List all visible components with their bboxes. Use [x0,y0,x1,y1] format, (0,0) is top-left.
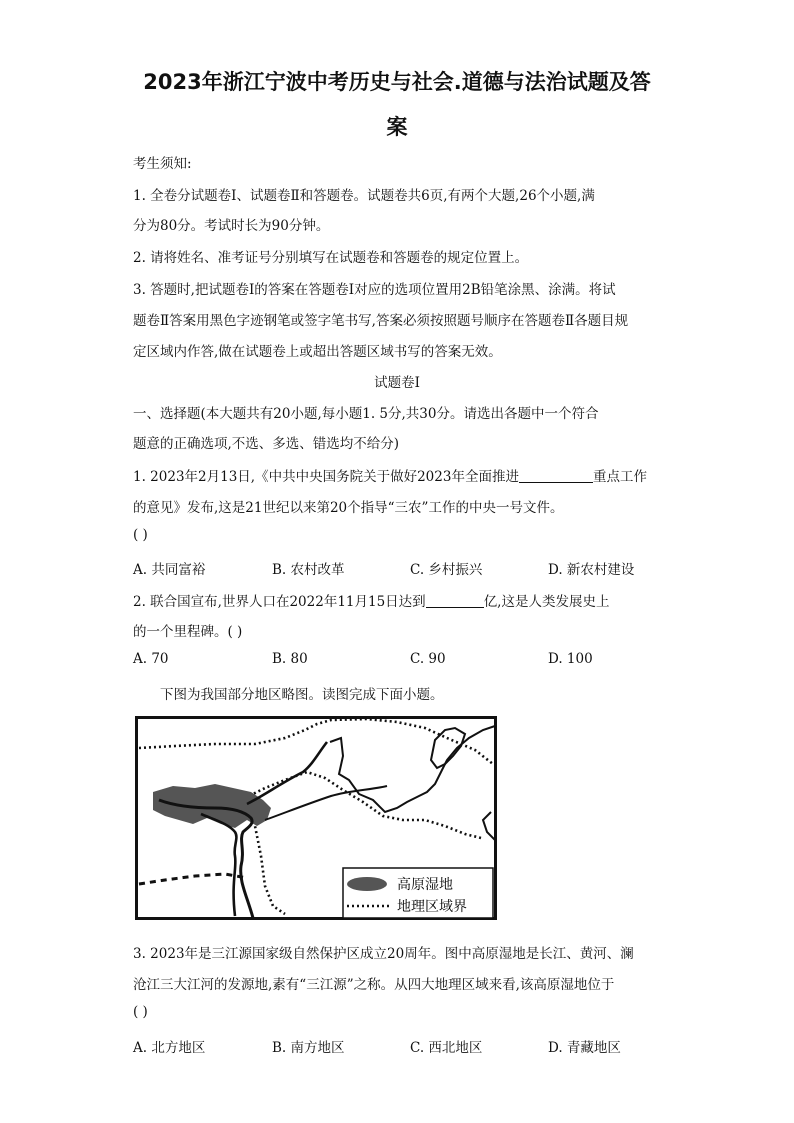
question-3-option-d: D. 青藏地区 [548,1040,621,1056]
notice-item-2: 2. 请将姓名、准考证号分别填写在试题卷和答题卷的规定位置上。 [133,250,529,266]
question-1-text-b: 重点工作 [592,469,647,485]
notice-item-1b: 分为80分。考试时长为90分钟。 [133,218,330,234]
answer-blank [519,468,593,483]
question-1-line-1 [133,465,647,485]
region-map [135,716,497,920]
legend-wetland-swatch [347,877,387,891]
question-3-line-2: 沧江三大江河的发源地,素有“三江源”之称。从四大地理区域来看,该高原湿地位于 [133,977,615,993]
question-1-option-d: D. 新农村建设 [548,562,635,578]
question-1-option-b: B. 农村改革 [272,562,345,578]
notice-item-3a: 3. 答题时,把试题卷Ⅰ的答案在答题卷Ⅰ对应的选项位置用2B铅笔涂黑、涂满。将试 [133,282,616,298]
notice-item-3c: 定区域内作答,做在试题卷上或超出答题区域书写的答案无效。 [133,344,502,360]
section-heading-a: 一、选择题(本大题共有20小题,每小题1. 5分,共30分。请选出各题中一个符合 [133,406,599,422]
question-1-option-c: C. 乡村振兴 [410,562,483,578]
question-2-text-b: 亿,这是人类发展史上 [483,594,610,610]
section-heading-b: 题意的正确选项,不选、多选、错选均不给分) [133,436,400,452]
question-3-option-a: A. 北方地区 [133,1040,206,1056]
question-2-option-d: D. 100 [548,651,593,667]
question-2-option-b: B. 80 [272,651,308,667]
question-1-text-a: 1. 2023年2月13日,《中共中央国务院关于做好2023年全面推进 [133,469,519,485]
question-3-line-1: 3. 2023年是三江源国家级自然保护区成立20周年。图中高原湿地是长江、黄河、澜 [133,946,634,962]
legend-boundary-label: 地理区域界 [397,899,467,915]
question-1-line-2: 的意见》发布,这是21世纪以来第20个指导“三农”工作的中央一号文件。 [133,500,564,516]
question-3-option-b: B. 南方地区 [272,1040,345,1056]
notice-heading: 考生须知: [133,156,192,172]
answer-blank [426,593,484,608]
document-title-line-2: 案 [386,115,408,139]
legend-wetland-label: 高原湿地 [397,877,453,893]
question-2-option-a: A. 70 [133,651,169,667]
document-title-line-1: 2023年浙江宁波中考历史与社会.道德与法治试题及答 [143,70,651,94]
question-3-paren: ( ) [133,1004,148,1020]
paper-title: 试题卷Ⅰ [374,375,420,391]
notice-item-1a: 1. 全卷分试题卷Ⅰ、试题卷Ⅱ和答题卷。试题卷共6页,有两个大题,26个小题,满 [133,188,595,204]
map-intro: 下图为我国部分地区略图。读图完成下面小题。 [160,687,444,703]
question-2-line-2: 的一个里程碑。( ) [133,624,243,640]
question-2-line-1 [133,590,609,610]
question-3-option-c: C. 西北地区 [410,1040,483,1056]
question-2-option-c: C. 90 [410,651,446,667]
question-2-text-a: 2. 联合国宣布,世界人口在2022年11月15日达到 [133,594,426,610]
notice-item-3b: 题卷Ⅱ答案用黑色字迹钢笔或签字笔书写,答案必须按照题号顺序在答题卷Ⅱ各题目规 [133,313,629,329]
question-1-option-a: A. 共同富裕 [133,562,206,578]
question-1-paren: ( ) [133,527,148,543]
